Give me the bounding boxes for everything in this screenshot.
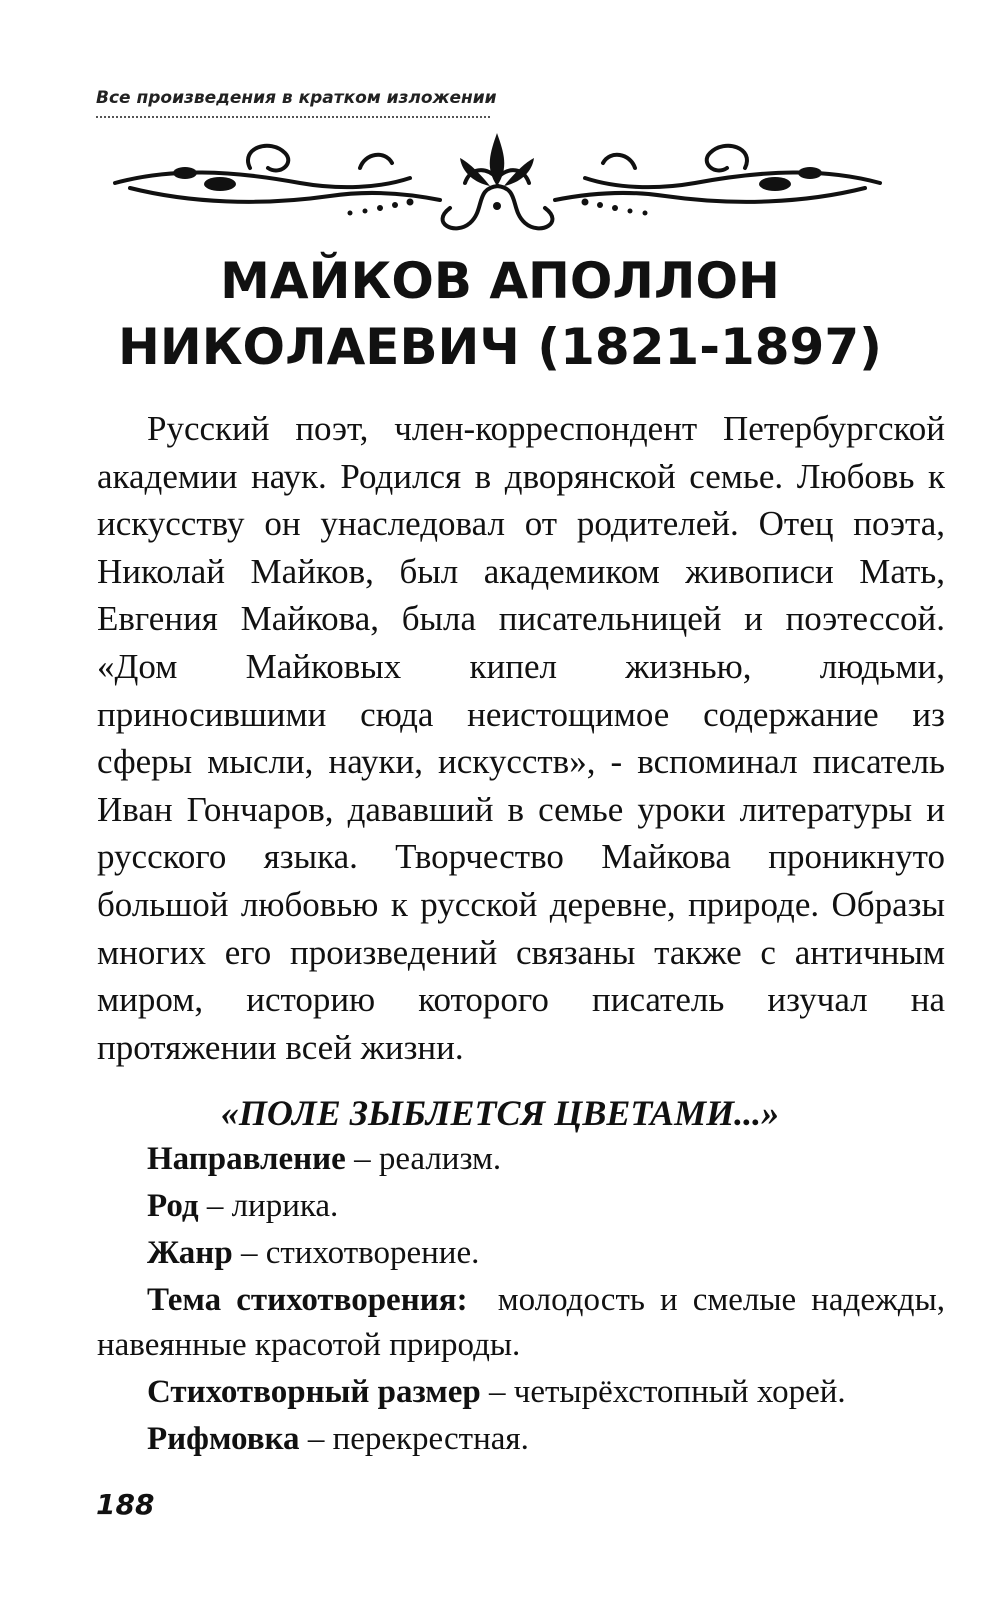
poem-title: «ПОЛЕ ЗЫБЛЕТСЯ ЦВЕТАМИ...» bbox=[220, 1093, 780, 1133]
fact-label: Рифмовка bbox=[147, 1421, 300, 1457]
fact-value: реализм. bbox=[378, 1141, 502, 1177]
page-number: 188 bbox=[96, 1488, 155, 1521]
fact-direction bbox=[97, 1137, 945, 1182]
fact-value: молодость и смелые надежды, навеянные красотой природы. bbox=[97, 1282, 945, 1363]
title-line-2: НИКОЛАЕВИЧ (1821-1897) bbox=[118, 318, 882, 376]
page-title bbox=[60, 248, 940, 380]
fact-separator: – bbox=[345, 1141, 379, 1177]
fact-value: стихотворение. bbox=[265, 1235, 480, 1271]
fact-label: Направление bbox=[147, 1141, 346, 1177]
biography-paragraph: Русский поэт, член-корреспондент Петербургской академии наук. Родился в дворянской семье. Любовь к искусству он унаследовал от родителей. Отец поэта, Николай Майков, был академиком живописи Мать, Евгения Майкова, была писательницей и поэтессой. «Дом Майковых кипел жизнью, людьми, приносившими сюда неистощимое содержание из сферы мысли, науки, искусств», - вспоминал писатель Иван Гончаров, дававший в семье уроки литературы и русского языка. Творчество Майкова проникнуто большой любовью к русской деревне, природе. Образы многих его произведений связаны также с античным миром, историю которого писатель изучал на протяжении всей жизни. bbox=[97, 409, 945, 1067]
title-line-1: МАЙКОВ АПОЛЛОН bbox=[220, 252, 780, 310]
fact-value: четырёхстопный хорей. bbox=[513, 1374, 846, 1410]
fact-label: Род bbox=[147, 1188, 199, 1224]
fact-label: Жанр bbox=[147, 1235, 233, 1271]
fact-separator: – bbox=[480, 1374, 514, 1410]
fact-value: лирика. bbox=[231, 1188, 339, 1224]
fact-value: перекрестная. bbox=[332, 1421, 529, 1457]
fact-label: Тема стихотворения: bbox=[147, 1282, 468, 1318]
header-divider bbox=[96, 116, 490, 118]
fact-genre bbox=[97, 1231, 945, 1276]
fact-rhyme bbox=[97, 1417, 945, 1462]
fact-separator bbox=[468, 1282, 498, 1318]
fact-separator: – bbox=[232, 1235, 266, 1271]
running-header: Все произведения в кратком изложении bbox=[96, 88, 497, 108]
fact-separator: – bbox=[198, 1188, 232, 1224]
poem-facts bbox=[97, 1137, 945, 1464]
fact-meter bbox=[97, 1370, 945, 1415]
fact-theme bbox=[97, 1278, 945, 1368]
fact-label: Стихотворный размер bbox=[147, 1374, 481, 1410]
floral-divider-icon bbox=[110, 128, 885, 238]
fact-separator: – bbox=[299, 1421, 333, 1457]
fact-kind bbox=[97, 1184, 945, 1229]
